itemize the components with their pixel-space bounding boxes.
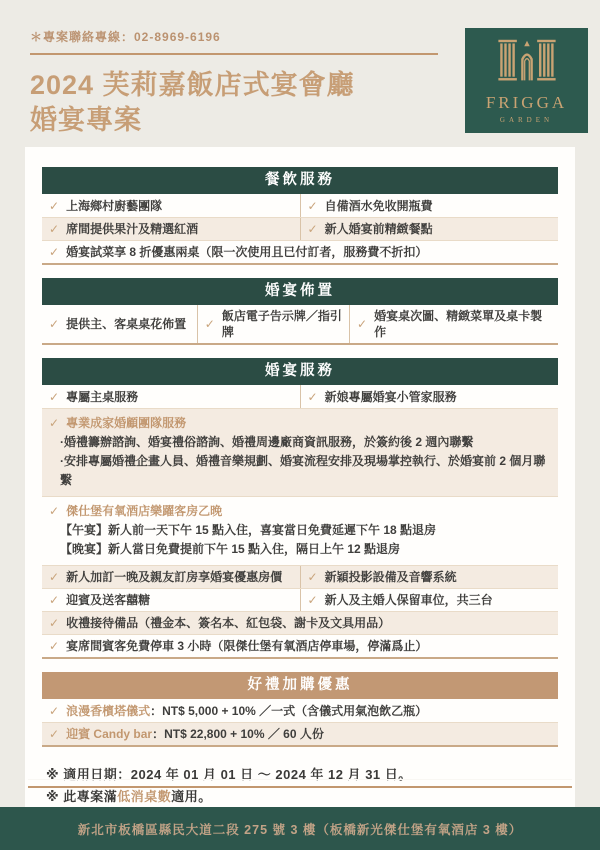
table-cell <box>42 218 300 240</box>
pale-divider <box>28 779 572 780</box>
check-icon: ✓ <box>49 222 60 236</box>
section-decoration <box>42 278 558 345</box>
table-row <box>42 611 558 634</box>
cell-text: ：NT$ 5,000 + 10% ／一式（含儀式用氣泡飲乙瓶） <box>150 703 428 718</box>
table-row <box>42 217 558 240</box>
table-row <box>42 722 558 745</box>
table-row <box>42 496 558 565</box>
contact-phone-line: ＊專案聯絡專線：02-8969-6196 <box>30 30 221 44</box>
cell-text: 收禮接待備品（禮金本、簽名本、紅包袋、謝卡及文具用品） <box>66 616 391 630</box>
table-cell <box>42 723 558 745</box>
table-cell <box>197 305 349 343</box>
frigga-garden-logo <box>465 28 588 133</box>
table-cell <box>42 699 558 722</box>
cell-text: 席間提供果汁及精選紅酒 <box>66 222 199 236</box>
cell-text: 專屬主桌服務 <box>66 389 139 404</box>
bottom-divider <box>28 786 572 788</box>
check-icon: ✓ <box>307 570 318 584</box>
row-label: 浪漫香檳塔儀式 <box>66 703 151 718</box>
check-icon: ✓ <box>307 389 318 404</box>
cell-text: 自備酒水免收開瓶費 <box>324 198 433 213</box>
footer-address-bar <box>0 807 600 850</box>
check-icon: ✓ <box>307 593 318 607</box>
check-icon: ✓ <box>49 570 60 584</box>
check-icon: ✓ <box>49 389 60 404</box>
cell-text: 新人加訂一晚及親友訂房享婚宴優惠房價 <box>66 570 283 584</box>
footnote-text: ※ 此專案滿 <box>46 789 118 804</box>
table-row <box>42 194 558 217</box>
cell-text: 飯店電子告示牌／指引牌 <box>221 309 342 339</box>
table-row <box>42 305 558 343</box>
table-cell <box>300 218 559 240</box>
table-row <box>42 408 558 496</box>
check-icon: ✓ <box>49 198 60 213</box>
logo-subtitle: GARDEN <box>499 116 554 124</box>
footnote-minimum-tables <box>46 786 558 808</box>
table-cell <box>42 589 300 611</box>
content-card <box>25 147 575 824</box>
check-icon: ✓ <box>49 317 60 331</box>
row-label: 傑仕堡有氧酒店樂躍客房乙晚 <box>66 504 223 518</box>
cell-text: 婚宴試菜享 8 折優惠兩桌（限一次使用且已付訂者，服務費不折扣） <box>66 245 428 259</box>
cell-text: 新穎投影設備及音響系統 <box>324 570 457 584</box>
cell-text: ：NT$ 22,800 + 10% ／ 60 人份 <box>152 727 324 741</box>
footnote-highlight: 低消桌數 <box>117 789 172 804</box>
cell-text: 新人及主婚人保留車位，共三台 <box>324 593 493 607</box>
section-catering-header: 餐飲服務 <box>42 167 558 194</box>
check-icon: ✓ <box>49 639 60 653</box>
check-icon: ✓ <box>49 593 60 607</box>
check-icon: ✓ <box>307 198 318 213</box>
section-service <box>42 358 558 659</box>
row-subline: ·婚禮籌辦諮詢、婚宴禮俗諮詢、婚禮周邊廠商資訊服務，於簽約後 2 週內聯繫 <box>60 435 474 449</box>
address-text: 新北市板橋區縣民大道二段 275 號 3 樓（板橋新光傑仕堡有氧酒店 3 樓） <box>77 822 523 837</box>
cell-text: 婚宴桌次圖、精緻菜單及桌卡製作 <box>374 309 543 339</box>
check-icon: ✓ <box>49 616 60 630</box>
check-icon: ✓ <box>49 727 60 741</box>
row-main-line <box>42 501 558 521</box>
table-row <box>42 385 558 408</box>
row-subline: 【晚宴】新人當日免費提前下午 15 點入住，隔日上午 12 點退房 <box>60 542 401 556</box>
table-cell <box>42 566 300 588</box>
row-main-line <box>42 413 558 433</box>
cell-text: 上海鄉村廚藝團隊 <box>66 198 163 213</box>
check-icon: ✓ <box>49 504 60 518</box>
check-icon: ✓ <box>49 245 60 259</box>
cell-text: 新人婚宴前精緻餐點 <box>324 222 433 236</box>
check-icon: ✓ <box>307 222 318 236</box>
check-icon: ✓ <box>49 703 60 718</box>
table-row <box>42 588 558 611</box>
table-cell <box>300 385 559 408</box>
section-addon <box>42 672 558 747</box>
table-row <box>42 240 558 263</box>
cell-text: 迎賓及送客囍糖 <box>66 593 151 607</box>
check-icon: ✓ <box>49 416 60 430</box>
section-decoration-header: 婚宴佈置 <box>42 278 558 305</box>
row-label: 迎賓 Candy bar <box>66 727 153 741</box>
footnote-valid-dates: ※ 適用日期：2024 年 01 月 01 日 ～ 2024 年 12 月 31 日。 <box>46 767 412 782</box>
section-service-header: 婚宴服務 <box>42 358 558 385</box>
table-row <box>42 565 558 588</box>
footnote-text: 適用。 <box>171 789 212 804</box>
cell-text: 提供主、客桌桌花佈置 <box>66 317 187 331</box>
page-title-line2: 婚宴專案 <box>30 105 142 135</box>
table-cell <box>42 194 300 217</box>
check-icon: ✓ <box>204 317 215 331</box>
check-icon: ✓ <box>357 317 368 331</box>
table-cell <box>42 305 197 343</box>
table-cell <box>300 566 559 588</box>
cell-text: 新娘專屬婚宴小管家服務 <box>324 389 457 404</box>
table-cell <box>349 305 558 343</box>
section-addon-header: 好禮加購優惠 <box>42 672 558 699</box>
page-title-line1: 2024 芙莉嘉飯店式宴會廳 <box>30 70 355 100</box>
table-cell <box>42 635 558 657</box>
table-row <box>42 634 558 657</box>
table-cell <box>42 612 558 634</box>
logo-name: FRIGGA <box>485 93 568 112</box>
row-subline: 【午宴】新人前一天下午 15 點入住，喜宴當日免費延遲下午 18 點退房 <box>60 523 437 537</box>
table-cell <box>300 194 559 217</box>
section-catering <box>42 167 558 265</box>
row-label: 專業成家婚顧團隊服務 <box>66 416 187 430</box>
columns-icon <box>493 37 561 90</box>
page-title <box>30 68 460 138</box>
row-subline: ·安排專屬婚禮企畫人員、婚禮音樂規劃、婚宴流程安排及現場掌控執行、於婚宴前 2 個月聯繫 <box>60 454 546 487</box>
header-divider <box>30 53 438 55</box>
table-cell <box>42 385 300 408</box>
page-header <box>0 0 600 147</box>
table-cell <box>42 241 558 263</box>
table-row <box>42 699 558 722</box>
cell-text: 宴席間賓客免費停車 3 小時（限傑仕堡有氧酒店停車場，停滿爲止） <box>66 639 428 653</box>
table-cell <box>300 589 559 611</box>
